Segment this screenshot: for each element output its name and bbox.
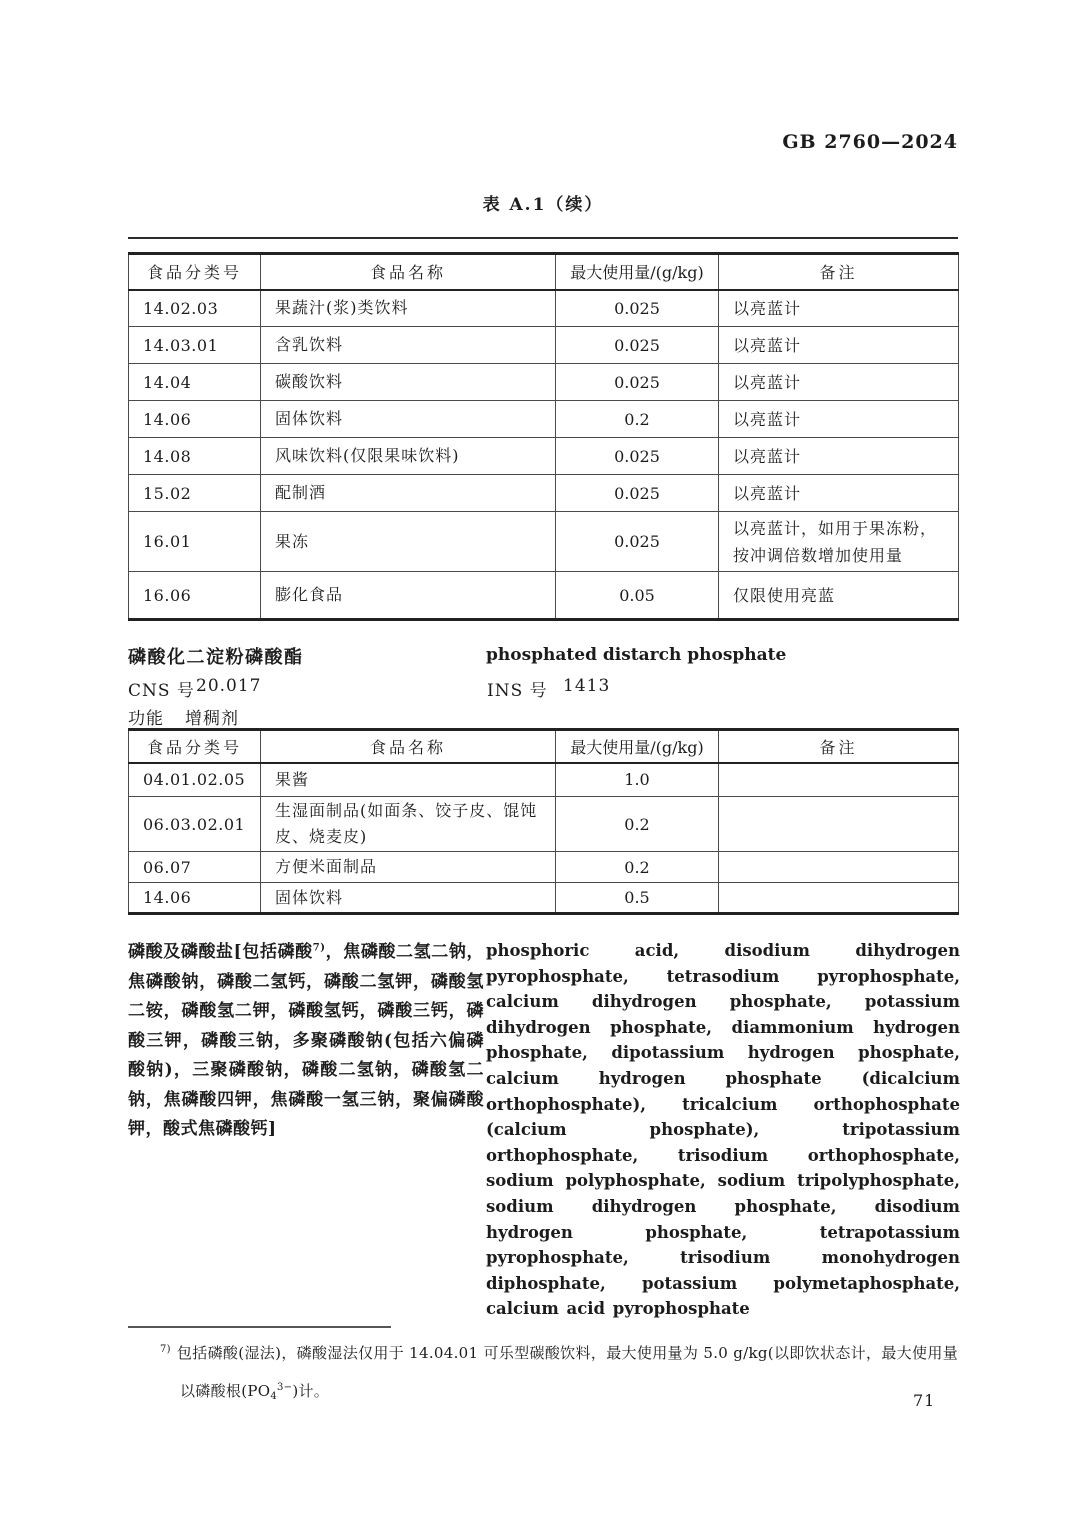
cell-note: 以亮蓝计 — [719, 364, 959, 401]
footnote-marker-superscript: 7) — [160, 1344, 171, 1355]
cell-food-code: 14.03.01 — [129, 327, 261, 364]
footnote-divider-rule — [128, 1326, 391, 1328]
table-row — [129, 290, 959, 327]
ins-label: INS 号 — [487, 681, 548, 701]
table-row — [129, 327, 959, 364]
table-header-row — [129, 254, 959, 290]
cell-max-usage: 0.025 — [556, 290, 719, 327]
table-row — [129, 364, 959, 401]
ins-value: 1413 — [563, 676, 611, 696]
cell-food-name: 膨化食品 — [261, 572, 556, 620]
continuation-rule — [128, 237, 958, 239]
cell-max-usage: 0.025 — [556, 327, 719, 364]
cell-food-code: 14.06 — [129, 401, 261, 438]
cell-food-name: 果冻 — [261, 512, 556, 572]
formula-superscript: 3− — [277, 1382, 293, 1393]
column-header-food-name: 食品名称 — [261, 254, 556, 290]
cell-food-name: 固体饮料 — [261, 883, 556, 914]
phosphates-name-en-paragraph: phosphoric acid, disodium dihydrogen pyrophosphate, tetrasodium pyrophosphate, calcium dihydrogen phosphate, potassium dihydrogen phosphate, diammonium hydrogen phosphate, dipotassium hydrogen phosphate, calcium hydrogen phosphate (dicalcium orthophosphate), tricalcium orthophosphate (calcium phosphate), tripotassium orthophosphate, trisodium orthophosphate, sodium polyphosphate, sodium tripolyphosphate, sodium dihydrogen phosphate, disodium hydrogen phosphate, tetrapotassium pyrophosphate, trisodium monohydrogen diphosphate, potassium polymetaphosphate, calcium acid pyrophosphate — [486, 941, 960, 1319]
cell-note — [719, 883, 959, 914]
cell-food-name: 方便米面制品 — [261, 852, 556, 883]
column-header-note: 备注 — [719, 730, 959, 763]
table-row — [129, 763, 959, 797]
cell-note: 以亮蓝计 — [719, 475, 959, 512]
cell-food-name: 生湿面制品(如面条、饺子皮、馄饨皮、烧麦皮) — [261, 797, 556, 852]
additive-name-zh: 磷酸化二淀粉磷酸酯 — [128, 647, 304, 668]
cell-note: 以亮蓝计，如用于果冻粉，按冲调倍数增加使用量 — [719, 512, 959, 572]
table-row — [129, 401, 959, 438]
function-value: 增稠剂 — [185, 709, 239, 729]
column-header-max-usage: 最大使用量/(g/kg) — [556, 254, 719, 290]
additive-name-en: phosphated distarch phosphate — [486, 645, 787, 665]
cell-food-code: 15.02 — [129, 475, 261, 512]
column-header-max-usage: 最大使用量/(g/kg) — [556, 730, 719, 763]
cell-food-code: 06.07 — [129, 852, 261, 883]
cell-note: 以亮蓝计 — [719, 438, 959, 475]
cell-food-name: 果酱 — [261, 763, 556, 797]
cell-note — [719, 763, 959, 797]
cell-max-usage: 0.025 — [556, 475, 719, 512]
usage-table-brilliant-blue — [128, 252, 959, 621]
cell-food-code: 14.04 — [129, 364, 261, 401]
cns-label: CNS 号 — [128, 681, 195, 701]
cell-food-name: 固体饮料 — [261, 401, 556, 438]
table-row — [129, 475, 959, 512]
table-header-row — [129, 730, 959, 763]
column-header-note: 备注 — [719, 254, 959, 290]
table-row — [129, 512, 959, 572]
column-header-food-name: 食品名称 — [261, 730, 556, 763]
cell-max-usage: 0.025 — [556, 512, 719, 572]
cell-max-usage: 0.2 — [556, 852, 719, 883]
table-row — [129, 797, 959, 852]
phosphates-name-zh-paragraph — [128, 938, 484, 1145]
cell-food-name: 果蔬汁(浆)类饮料 — [261, 290, 556, 327]
cell-max-usage: 0.025 — [556, 438, 719, 475]
phosphates-zh-text: 磷酸及磷酸盐[包括磷酸 — [128, 942, 313, 962]
cell-food-name: 风味饮料(仅限果味饮料) — [261, 438, 556, 475]
function-label: 功能 — [128, 709, 164, 729]
cns-value: 20.017 — [196, 676, 262, 696]
phosphates-zh-text: ，焦磷酸二氢二钠，焦磷酸钠，磷酸二氢钙，磷酸二氢钾，磷酸氢二铵，磷酸氢二钾，磷酸氢钙，磷酸三钙，磷酸三钾，磷酸三钠，多聚磷酸钠(包括六偏磷酸钠)，三聚磷酸钠，磷酸二氢钠，磷酸氢二钠，焦磷酸四钾，焦磷酸一氢三钠，聚偏磷酸钾，酸式焦磷酸钙] — [128, 942, 484, 1139]
cell-max-usage: 1.0 — [556, 763, 719, 797]
cell-max-usage: 0.5 — [556, 883, 719, 914]
cell-food-name: 碳酸饮料 — [261, 364, 556, 401]
table-row — [129, 852, 959, 883]
cell-food-name: 配制酒 — [261, 475, 556, 512]
footnote-reference-superscript: 7) — [312, 942, 326, 954]
cell-note: 以亮蓝计 — [719, 290, 959, 327]
footnote-text: 包括磷酸(湿法)，磷酸湿法仅用于 14.04.01 可乐型碳酸饮料，最大使用量为 5.0 g/kg(以即饮状态计，最大使用量以磷酸根(PO — [176, 1344, 958, 1400]
cell-food-code: 16.06 — [129, 572, 261, 620]
footnote — [160, 1334, 958, 1410]
cell-max-usage: 0.05 — [556, 572, 719, 620]
cell-food-name: 含乳饮料 — [261, 327, 556, 364]
cell-note: 以亮蓝计 — [719, 327, 959, 364]
cell-note: 以亮蓝计 — [719, 401, 959, 438]
cell-food-code: 14.02.03 — [129, 290, 261, 327]
column-header-food-code: 食品分类号 — [129, 254, 261, 290]
cell-food-code: 06.03.02.01 — [129, 797, 261, 852]
table-row — [129, 883, 959, 914]
table-row — [129, 438, 959, 475]
standard-code: GB 2760—2024 — [782, 131, 958, 153]
page-number: 71 — [913, 1391, 936, 1410]
cell-food-code: 04.01.02.05 — [129, 763, 261, 797]
cell-note: 仅限使用亮蓝 — [719, 572, 959, 620]
cell-max-usage: 0.025 — [556, 364, 719, 401]
footnote-text-tail: )计。 — [292, 1382, 330, 1400]
table-title: 表 A.1（续） — [482, 195, 604, 215]
usage-table-phosphated-distarch-phosphate — [128, 728, 959, 915]
cell-food-code: 16.01 — [129, 512, 261, 572]
cell-food-code: 14.06 — [129, 883, 261, 914]
cell-max-usage: 0.2 — [556, 401, 719, 438]
cell-note — [719, 797, 959, 852]
column-header-food-code: 食品分类号 — [129, 730, 261, 763]
cell-max-usage: 0.2 — [556, 797, 719, 852]
formula-subscript: 4 — [270, 1391, 278, 1402]
cell-note — [719, 852, 959, 883]
table-row — [129, 572, 959, 620]
cell-food-code: 14.08 — [129, 438, 261, 475]
